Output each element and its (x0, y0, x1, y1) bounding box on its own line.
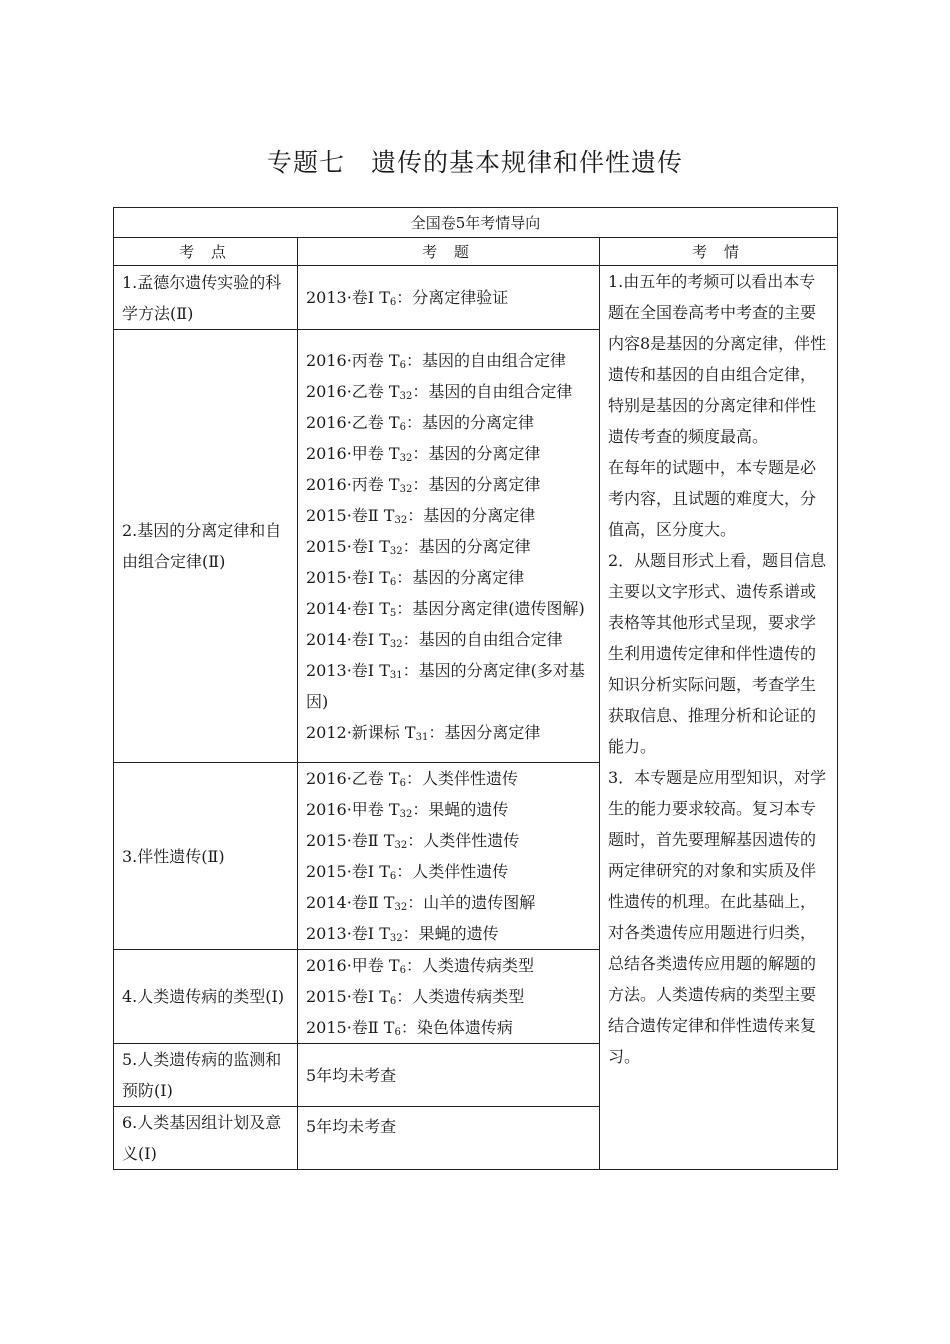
question-item: 2013·卷Ⅰ $T_{31}$：基因的分离定律(多对基因) (306, 660, 585, 711)
point-cell: 3.伴性遗传(Ⅱ) (114, 763, 298, 950)
header-questions: 考 题 (298, 238, 600, 266)
question-item: 2016·丙卷 $T_6$：基因的自由组合定律 (306, 350, 566, 371)
analysis-paragraph: 3．本专题是应用型知识，对学生的能力要求较高。复习本专题时，首先要理解基因遗传的两定律研究的对象和实质及伴性遗传的机理。在此基础上，对各类遗传应用题进行归类，总结各类遗传应用题的解题的方法。人类遗传病的类型主要结合遗传定律和伴性遗传来复习。 (608, 768, 827, 1066)
question-item: 2015·卷Ⅱ $T_6$：染色体遗传病 (306, 1018, 513, 1038)
point-cell: 2.基因的分离定律和自由组合定律(Ⅱ) (114, 330, 298, 763)
header-point: 考 点 (114, 238, 298, 266)
question-item: 2015·卷Ⅰ $T_6$：基因的分离定律 (306, 567, 525, 588)
question-item: 2016·甲卷 $T_{32}$：果蝇的遗传 (306, 800, 509, 820)
question-item: 2016·乙卷 $T_6$：基因的分离定律 (306, 412, 534, 433)
question-item: 2015·卷Ⅰ $T_6$：人类遗传病类型 (306, 987, 525, 1007)
question-item: 2016·乙卷 $T_6$：人类伴性遗传 (306, 769, 518, 789)
page-title: 专题七 遗传的基本规律和伴性遗传 (266, 148, 683, 177)
question-item: 2013·卷Ⅰ $T_6$：分离定律验证 (306, 288, 509, 308)
question-item: 2015·卷Ⅱ $T_{32}$：人类伴性遗传 (306, 831, 520, 851)
question-item: 2013·卷Ⅰ $T_{32}$：果蝇的遗传 (306, 924, 499, 944)
questions-cell (298, 763, 600, 950)
point-cell: 6.人类基因组计划及意义(Ⅰ) (114, 1107, 298, 1170)
point-cell: 5.人类遗传病的监测和预防(Ⅰ) (114, 1044, 298, 1107)
questions-cell (298, 266, 600, 330)
question-item: 2016·甲卷 $T_{32}$：基因的分离定律 (306, 443, 541, 464)
question-item: 2015·卷Ⅰ $T_{32}$：基因的分离定律 (306, 536, 531, 557)
question-item: 5年均未考查 (306, 1117, 397, 1136)
question-item: 2014·卷Ⅱ $T_{32}$：山羊的遗传图解 (306, 893, 536, 913)
point-cell: 4.人类遗传病的类型(Ⅰ) (114, 950, 298, 1044)
analysis-cell (600, 266, 838, 1170)
question-item: 2016·乙卷 $T_{32}$：基因的自由组合定律 (306, 381, 573, 402)
questions-cell (298, 1107, 600, 1170)
question-item: 2014·卷Ⅰ $T_5$：基因分离定律(遗传图解) (306, 598, 585, 619)
questions-cell (298, 950, 600, 1044)
exam-analysis-table (113, 207, 838, 1170)
questions-cell (298, 330, 600, 763)
questions-cell (298, 1044, 600, 1107)
point-cell: 1.孟德尔遗传实验的科学方法(Ⅱ) (114, 266, 298, 330)
question-item: 2014·卷Ⅰ $T_{32}$：基因的自由组合定律 (306, 629, 563, 650)
question-item: 2012·新课标 $T_{31}$：基因分离定律 (306, 722, 541, 743)
question-item: 2015·卷Ⅰ $T_6$：人类伴性遗传 (306, 862, 509, 882)
question-item: 5年均未考查 (306, 1065, 397, 1085)
question-item: 2016·丙卷 $T_{32}$：基因的分离定律 (306, 474, 541, 495)
analysis-paragraph: 2．从题目形式上看，题目信息主要以文字形式、遗传系谱或表格等其他形式呈现，要求学生利用遗传定律和伴性遗传的知识分析实际问题，考查学生获取信息、推理分析和论证的能力。 (608, 551, 827, 756)
header-analysis: 考 情 (600, 238, 838, 266)
table-caption: 全国卷5年考情导向 (114, 208, 838, 238)
question-item: 2016·甲卷 $T_6$：人类遗传病类型 (306, 956, 534, 976)
question-item: 2015·卷Ⅱ $T_{32}$：基因的分离定律 (306, 505, 536, 526)
analysis-paragraph: 在每年的试题中，本专题是必考内容，且试题的难度大，分值高，区分度大。 (608, 458, 817, 539)
analysis-paragraph: 1.由五年的考频可以看出本专题在全国卷高考中考查的主要内容8是基因的分离定律，伴性遗传和基因的自由组合定律，特别是基因的分离定律和伴性遗传考查的频度最高。 (608, 272, 827, 446)
